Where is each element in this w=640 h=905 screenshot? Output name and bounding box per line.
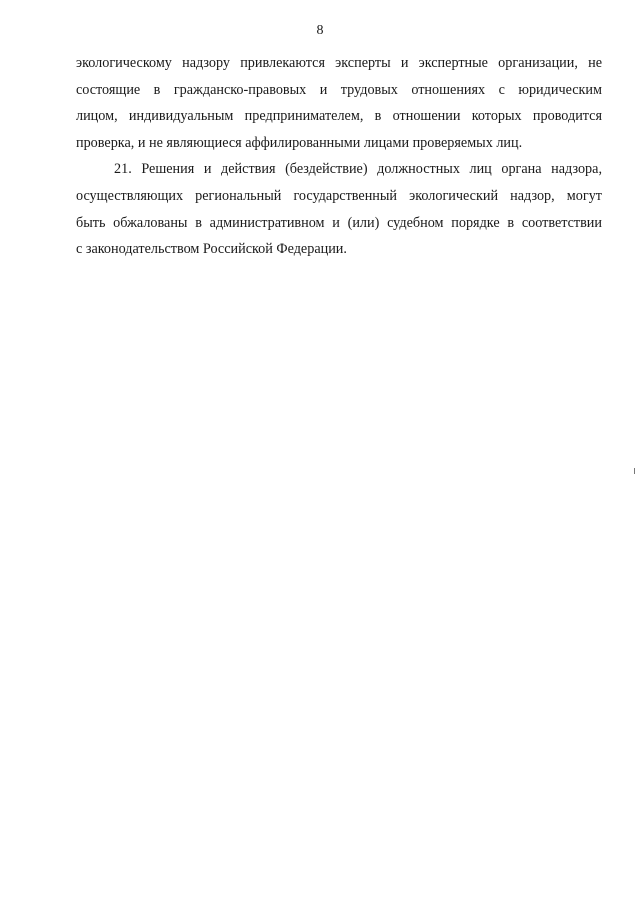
paragraph-21 xyxy=(76,156,602,262)
text-line: лицом, индивидуальным предпринимателем, в отношении которых проводится xyxy=(76,108,602,125)
text-line: 21. Решения и действия (бездействие) должностных лиц органа надзора, xyxy=(114,161,602,178)
page-number: 8 xyxy=(316,23,324,38)
text-line: быть обжалованы в административном и (или) судебном порядке в соответствии xyxy=(76,214,602,231)
document-body xyxy=(76,50,602,263)
text-line: состоящие в гражданско-правовых и трудовых отношениях с юридическим xyxy=(76,81,602,98)
text-line: экологическому надзору привлекаются эксперты и экспертные организации, не xyxy=(76,55,602,71)
scan-speck xyxy=(634,468,635,474)
text-line: с законодательством Российской Федерации. xyxy=(76,241,347,258)
paragraph-continuation xyxy=(76,50,602,156)
text-line: проверка, и не являющиеся аффилированными лицами проверяемых лиц. xyxy=(76,134,523,151)
text-line: осуществляющих региональный государственный экологический надзор, могут xyxy=(76,187,602,204)
